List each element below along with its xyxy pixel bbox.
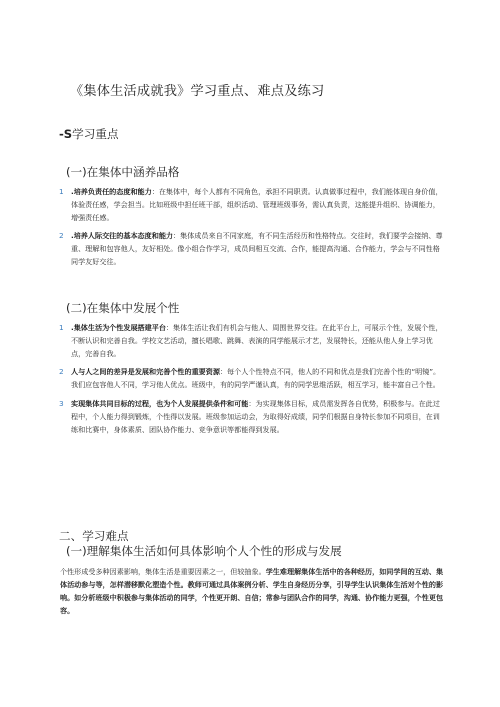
section-heading-focus bbox=[59, 126, 119, 142]
paragraph-bold: 学生难理解集体生活中的各种经历，如同学间的互动、集体活动参与等，怎样潜移默化塑造个性。教师可通过具体案例分析、学生自身经历分享，引导学生认识集体生活对个性的影响。如分析班级中积极参与集体活动的同学，个性更开朗、自信；常参与团队合作的同学，沟通、协作能力更强，个性更包容。 bbox=[60, 567, 444, 615]
list-item bbox=[59, 230, 443, 268]
list-item-body: ：集体生活让我们有机会与他人、周围世界交往。在此平台上，可展示个性，发展个性，不断认识和完善自我。学校文艺活动，擅长唱歌、跳舞、表演的同学能展示才艺，发展特长，还能从他人身上学习优点，完善自我。 bbox=[71, 323, 443, 358]
list-item-body: ：为实现集体目标，成员需发挥各自优势，积极参与。在此过程中，个人能力得到锻炼，个性得以发展。班级参加运动会，为取得好成绩，同学们根据自身特长参加不同项目，在训练和比赛中，身体素质、团队协作能力、竞争意识等都能得到发展。 bbox=[71, 398, 440, 434]
subsection-title-difficulty: (一)理解集体生活如何具体影响个人个性的形成与发展 bbox=[66, 544, 342, 558]
list-item-number: 2 bbox=[59, 231, 64, 241]
list-item bbox=[59, 322, 443, 360]
section-heading-prefix: -S bbox=[59, 127, 73, 141]
list-item-lead: .集体生活为个性发展搭建平台 bbox=[71, 323, 166, 332]
list-item-number: 3 bbox=[59, 398, 64, 408]
list-item bbox=[59, 366, 443, 392]
list-item-body: ：集体成员来自不同家庭，有不同生活经历和性格特点。交往时，我们要学会接纳、尊重、理解和包容他人，友好相处。像小组合作学习，成员间相互交流、合作，能提高沟通、合作能力，学会与不同性格同学友好交往。 bbox=[71, 231, 443, 266]
difficulty-paragraph bbox=[60, 566, 444, 618]
list-item-lead: 人与人之间的差异是发展和完善个性的重要资源 bbox=[71, 367, 220, 377]
list-item-lead: .培养负责任的态度和能力 bbox=[71, 187, 152, 196]
list-item bbox=[59, 398, 443, 436]
list-item-body: ：在集体中，每个人都有不同角色，承担不同职责。认真做事过程中，我们能体现自身价值，体验责任感，学会担当。比如班级中担任班干部，组织活动、管理班级事务，需认真负责，这能提升组织、协调能力，增强责任感。 bbox=[71, 187, 443, 222]
subsection-title-individuality: (二)在集体中发展个性 bbox=[66, 301, 180, 315]
list-item-body: ：每个人个性特点不同，他人的不同和优点是我们完善个性的“明镜”。我们应包容他人不同，学习他人优点。班级中，有的同学严谨认真，有的同学思维活跃，相互学习，能丰富自己个性。 bbox=[71, 367, 441, 390]
list-item-number: 2 bbox=[59, 367, 64, 377]
list-item bbox=[59, 186, 443, 224]
list-item-number: 1 bbox=[59, 323, 64, 332]
list-item-lead: 实现集体共同目标的过程，也为个人发展提供条件和可能 bbox=[71, 398, 249, 408]
list-individuality bbox=[59, 322, 443, 442]
subsection-title-character: (一)在集体中涵养品格 bbox=[66, 165, 180, 179]
section-heading-difficulty: 二、学习难点 bbox=[59, 529, 129, 543]
paragraph-lead: 个性形成受多种因素影响，集体生活是重要因素之一，但较抽象。 bbox=[60, 567, 266, 576]
list-character bbox=[59, 186, 443, 275]
document-title: 《集体生活成就我》学习重点、难点及练习 bbox=[70, 84, 325, 99]
list-item-lead: .培养人际交往的基本态度和能力 bbox=[71, 231, 174, 241]
section-heading-text: 学习重点 bbox=[72, 127, 119, 141]
list-item-number: 1 bbox=[59, 187, 64, 196]
